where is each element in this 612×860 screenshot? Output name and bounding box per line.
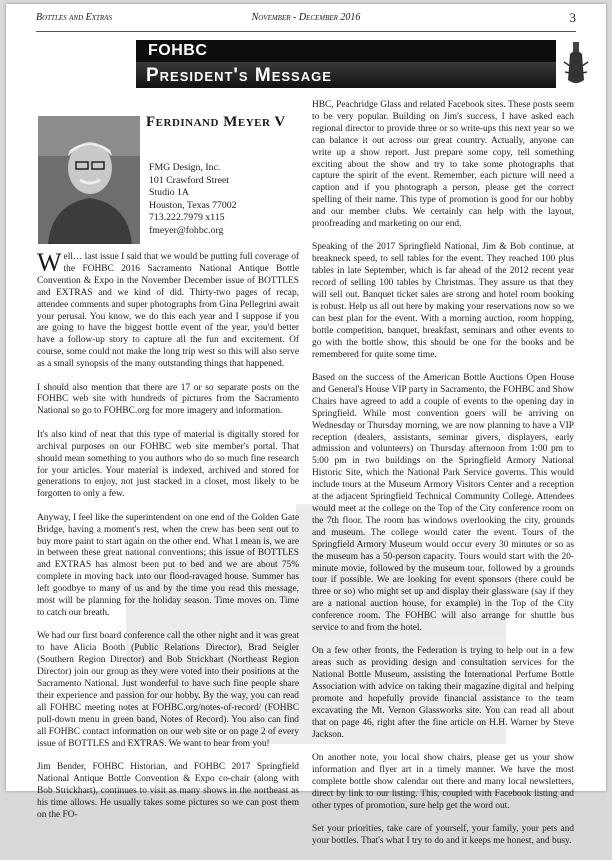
contact-street: 101 Crawford Street [149, 174, 229, 186]
paragraph: It's also kind of neat that this type of material is digitally stored for archival purposes on our FOHBC web site member's portal. That should mean something to you authors who do so much fine research for your articles. Your material is indexed, archived and stored for generations to enjoy, not just stacked in a closet, most likely to be forgotten to only a few. [37, 429, 299, 500]
header-rule [36, 31, 576, 32]
paragraph: Well… last issue I said that we would be putting full coverage of the FOHBC 2016 Sacramento National Antique Bottle Convention & Expo in the November December issue of BOTTLES and EXTRAS and we kind of did. Thirty-two pages of recap, attendee comments and super photographs from Gina Pellegrini await your perusal. You know, we do this each year and I suppose if you are going to have the biggest bottle event of the year, you'd better have a follow-up story to capture all the fun and excitement. Of course, some could not make the long trip west so this will also serve as a small synopsis of the many outstanding things that happened. [37, 248, 299, 370]
magazine-page [6, 4, 606, 847]
contact-email: fmeyer@fohbc.org [149, 224, 224, 236]
paragraph: Anyway, I feel like the superintendent on one end of the Golden Gate Bridge, having a moment's rest, when the crew has been sent out to buy more paint to start again on the other end. What I mean is, we are in between these great national conventions; this issue of BOTTLES and EXTRAS has almost been put to bed and we are about 75% complete in moving back into our flood-ravaged house. Summer has left goodbye to many of us and by the time you read this message, most will be planning for the holiday season. Time moves on. Time to catch our breath. [37, 512, 299, 618]
contact-phone: 713.222.7979 x115 [149, 212, 225, 223]
author-contact [149, 162, 237, 237]
paragraph: Speaking of the 2017 Springfield National, Jim & Bob continue, at breakneck speed, to sell tables for the event. They reached 100 plus tables in late September, which is far ahead of the 2012 recent year record of selling 100 tables by Christmas. They assure us that they will sell out. Banquet ticket sales are strong and hotel room booking is robust. Help us all out here by making your reservations now so we can best plan for the event. With a morning auction, room hopping, bottle competition, banquet, breakfast, seminars and other events to go with the bottle show, this should be one for the books and be remembered for quite some time. [312, 242, 574, 360]
paragraph: HBC, Peachridge Glass and related Facebook sites. These posts seem to be very popular. Building on Jim's success, I have asked each regional director to provide three or so write-ups this next year so we can balance it out across our great country. Actually, anyone can write up a show report. Just prepare some copy, tell something exciting about the show and try to take some photographs that capture the spirit of the event. Remember, each picture will need a caption and if you photograph a person, please get the correct spelling of their name. This type of promotion is good for our hobby and our member clubs. We certainly can help with the layout, proofreading and marketing on our end. [312, 100, 574, 230]
paragraph: On a few other fronts, the Federation is trying to help out in a few areas such as providing design and consultation services for the National Bottle Museum, assisting the International Perfume Bottle Association with advice on taking their magazine digital and helping promote and hopefully provide financial assistance to the team excavating the Mt. Vernon Glassworks site. You can read all about that on page 46, right after the fine article on H.H. Warner by Steve Jackson. [312, 646, 574, 740]
section-banner [136, 62, 556, 88]
article-column-right [312, 100, 574, 860]
section-title: President's Message [146, 65, 332, 86]
org-banner [136, 40, 556, 62]
running-header [36, 12, 576, 28]
page-number: 3 [569, 10, 576, 25]
article-column-left [37, 248, 299, 833]
paragraph: On another note, you local show chairs, please get us your show information and flyer art in a timely manner. We have the most complete bottle show calendar out there and many local newsletters, direct by link to our listing. This, coupled with Facebook listing and other types of promotion, sure help get the word out. [312, 753, 574, 811]
publication-title: Bottles and Extras [36, 12, 112, 23]
paragraph: I should also mention that there are 17 or so separate posts on the FOHBC web site with hundreds of pictures from the Sacramento National so go to FOHBC.org for more imagery and information. [37, 382, 299, 417]
paragraph: Based on the success of the American Bottle Auctions Open House and General's House VIP party in Sacramento, the FOHBC and Show Chairs have agreed to add a couple of events to the opening day in Springfield. While most convention goers will be arriving on Wednesday or Thursday morning, we are now planning to have a VIP reception (dealers, assistants, seminar givers, displayers, early admission and volunteers) on Thursday afternoon from 1:00 pm to 5:00 pm in two buildings on the Springfield Armory National Historic Site, which the National Park Service governs. This would include tours at the Museum Armory Visitors Center and a reception at the adjacent Springfield Technical Community College. Attendees would meet at the college on the Top of the City conference room on the 7th floor. The room has windows overlooking the city, grounds and museum. The college would cater the event. Tours of the Springfield Armory Museum would occur every 30 minutes or so as the museum has a 50-person capacity. Tours would start with the 20-minute movie, followed by the museum tour, followed by a grounds tour if possible. We are looking for event sponsors (there could be three or so) who might set up and display their glassware (say if they are a national auction house, for example) in the Top of the City conference room. The FOHBC will also arrange for shuttle bus service to and from the hotel. [312, 373, 574, 634]
paragraph: We had our first board conference call the other night and it was great to have Alicia Booth (Public Relations Director), Brad Seigler (Southern Region Director) and Bob Strickhart (Northeast Region Director) join our group as they were voted into their positions at the Sacramento National. Just wonderful to have such fine people share their experience and passion for our hobby. By the way, you can read all FOHBC meeting notes at FOHBC.org/notes-of-record/ (FOHBC pull-down menu in green band, Notes of Record). You also can find all FOHBC contact information on our web site or on page 2 of every issue of BOTTLES and EXTRAS. We want to hear from you! [37, 631, 299, 749]
paragraph: Jim Bender, FOHBC Historian, and FOHBC 2017 Springfield National Antique Bottle Convention & Expo co-chair (along with Bob Strickhart), continues to visit as many shows in the northeast as his time allows. He usually takes some pictures so we can post them on the FO- [37, 761, 299, 820]
author-photo [38, 116, 140, 244]
contact-city: Houston, Texas 77002 [149, 199, 237, 211]
contact-company: FMG Design, Inc. [149, 162, 221, 173]
fohbc-emblem-icon [562, 40, 590, 90]
contact-suite: Studio 1A [149, 187, 190, 198]
author-name: Ferdinand Meyer V [146, 114, 286, 130]
issue-date: November - December 2016 [251, 12, 361, 23]
org-name: FOHBC [148, 42, 208, 59]
drop-cap: W [37, 248, 62, 277]
paragraph: Set your priorities, take care of yourself, your family, your pets and your bottles. That's what I try to do and it keeps me honest, and busy. [312, 824, 574, 847]
